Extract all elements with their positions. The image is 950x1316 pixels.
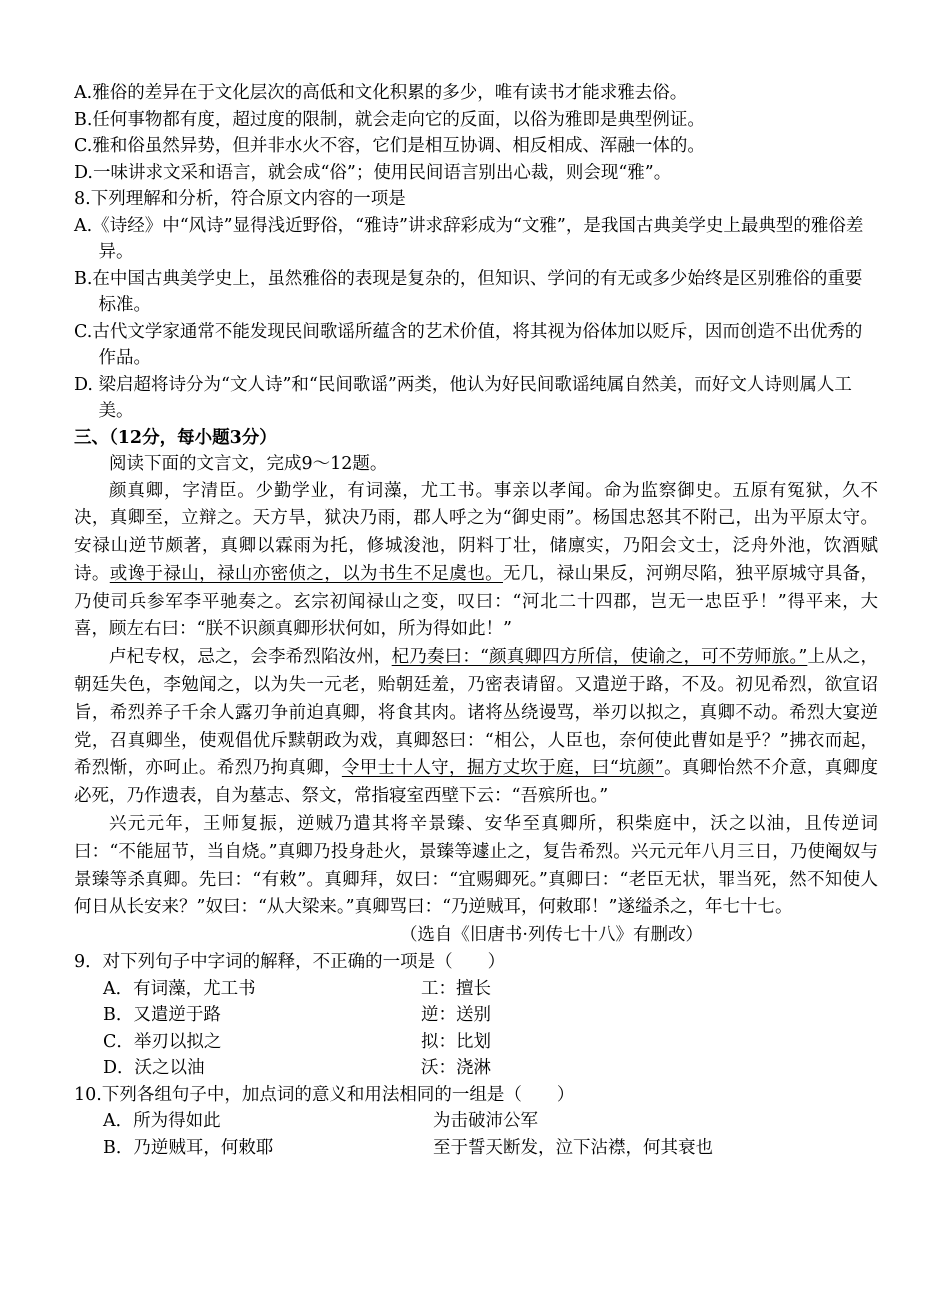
underlined-sentence: 或谗于禄山，禄山亦密侦之，以为书生不足虞也。 [109,563,503,584]
passage-text: 颜真卿，字清臣。少勤学业，有词藻，尤工书。事亲以孝闻。命为监察御史。五原有冤狱，久不决，真卿至，立辩之。天方旱，狱决乃雨，郡人呼之为“御史雨”。杨国忠怒其不附己，出为平原太守。安禄山逆节颇著，真卿以霖雨为托，修城浚池，阴料丁壮，储廪实，乃阳会文士，泛舟外池，饮酒赋诗。 [74,480,878,584]
passage-text: 无几，禄山果反，河朔尽陷，独平原城守具备，乃使司兵参军李平驰奏之。玄宗初闻禄山之变，叹曰：“河北二十四郡，岂无一忠臣乎！”得平来，大喜，顾左右曰：“朕不识颜真卿形状何如，所为得如此！” [74,563,878,640]
passage-paragraph-1 [74,478,878,645]
option-sentence: B．乃逆贼耳，何敕耶 [103,1137,274,1158]
q9-option-a [74,976,878,1003]
passage-source: （选自《旧唐书·列传七十八》有删改） [399,925,703,946]
passage-text: 上从之，朝廷失色，李勉闻之，以为失一元老，贻朝廷羞，乃密表请留。又遣逆于路，不及。初见希烈，欲宣诏旨，希烈养子千余人露刃争前迫真卿，将食其肉。诸将丛绕谩骂，举刃以拟之，真卿不动。希烈大宴逆党，召真卿坐，使观倡优斥黩朝政为戏，真卿怒曰：“相公，人臣也，奈何使此曹如是乎？”拂衣而起，希烈惭，亦呵止。希烈乃拘真卿， [74,647,878,779]
q7-option-a: A.雅俗的差异在于文化层次的高低和文化积累的多少，唯有读书才能求雅去俗。 [74,83,688,103]
q8-option-b: B.在中国古典美学史上，虽然雅俗的表现是复杂的，但知识、学问的有无或多少始终是区别雅俗的重要标准。 [74,268,863,315]
option-sentence: A．所为得如此 [103,1111,221,1132]
q10-option-b [74,1135,878,1162]
option-explanation: 沃：浇淋 [421,1058,491,1079]
q7-option-d: D.一味讲求文采和语言，就会成“俗”；使用民间语言别出心裁，则会现“雅”。 [74,162,672,183]
q8-option-c: C.古代文学家通常不能发现民间歌谣所蕴含的艺术价值，将其视为俗体加以贬斥，因而创造不出优秀的作品。 [74,321,863,368]
option-explanation: 逆：送别 [421,1005,491,1026]
option-sentence: A．有词藻，尤工书 [103,978,256,999]
passage-text: 卢杞专权，忌之，会李希烈陷汝州， [109,647,392,668]
passage-paragraph-2 [74,644,878,811]
underlined-sentence: 杞乃奏曰：“颜真卿四方所信，使谕之，可不劳师旅。” [391,647,808,668]
q8-option-d: D. 梁启超将诗分为“文人诗”和“民间歌谣”两类，他认为好民间歌谣纯属自然美，而好文人诗则属人工美。 [74,374,852,421]
q8-stem: 8.下列理解和分析，符合原文内容的一项是 [74,189,406,209]
option-explanation: 拟：比划 [421,1031,491,1052]
q9-option-d [74,1055,878,1082]
passage-paragraph-3: 兴元元年，王师复振，逆贼乃遣其将辛景臻、安华至真卿所，积柴庭中，沃之以油，且传逆词曰：“不能屈节，当自烧。”真卿乃投身赴火，景臻等遽止之，复告希烈。兴元元年八月三日，乃使阉奴与景臻等杀真卿。先曰：“有敕”。真卿拜，奴曰：“宜赐卿死。”真卿曰：“老臣无状，罪当死，然不知使人何日从长安来？”奴曰：“从大梁来。”真卿骂曰：“乃逆贼耳，何敕耶！”遂缢杀之，年七十七。 [74,814,878,918]
q10-stem: 10.下列各组句子中，加点词的意义和用法相同的一组是（ ） [74,1084,575,1105]
q9-option-b [74,1002,878,1029]
option-sentence: D．沃之以油 [103,1058,205,1079]
option-explanation: 工：擅长 [421,978,491,999]
q9-option-c [74,1029,878,1056]
option-comparison: 至于誓天断发，泣下沾襟，何其衰也 [433,1137,713,1158]
q7-option-c: C.雅和俗虽然异势，但并非水火不容，它们是相互协调、相反相成、浑融一体的。 [74,136,705,156]
section-heading: 三、（12分，每小题3分） [74,427,277,448]
option-sentence: B．又遣逆于路 [103,1005,221,1026]
q9-stem: 9．对下列句子中字词的解释，不正确的一项是（ ） [74,952,506,973]
q7-option-b: B.任何事物都有度，超过度的限制，就会走向它的反面，以俗为雅即是典型例证。 [74,109,705,130]
exam-page [74,80,878,1161]
q10-option-a [74,1108,878,1135]
option-comparison: 为击破沛公军 [433,1111,538,1132]
reading-instruction: 阅读下面的文言文，完成9～12题。 [109,454,388,474]
q8-option-a: A.《诗经》中“风诗”显得浅近野俗，“雅诗”讲求辞彩成为“文雅”，是我国古典美学史上最典型的雅俗差异。 [74,215,864,262]
underlined-sentence: 令甲士十人守，掘方丈坎于庭，曰“坑颜” [341,758,664,779]
passage-text: 。真卿怡然不介意，真卿度必死，乃作遗表，自为墓志、祭文，常指寝室西壁下云：“吾殡所也。” [74,758,879,807]
option-sentence: C．举刃以拟之 [103,1031,222,1052]
